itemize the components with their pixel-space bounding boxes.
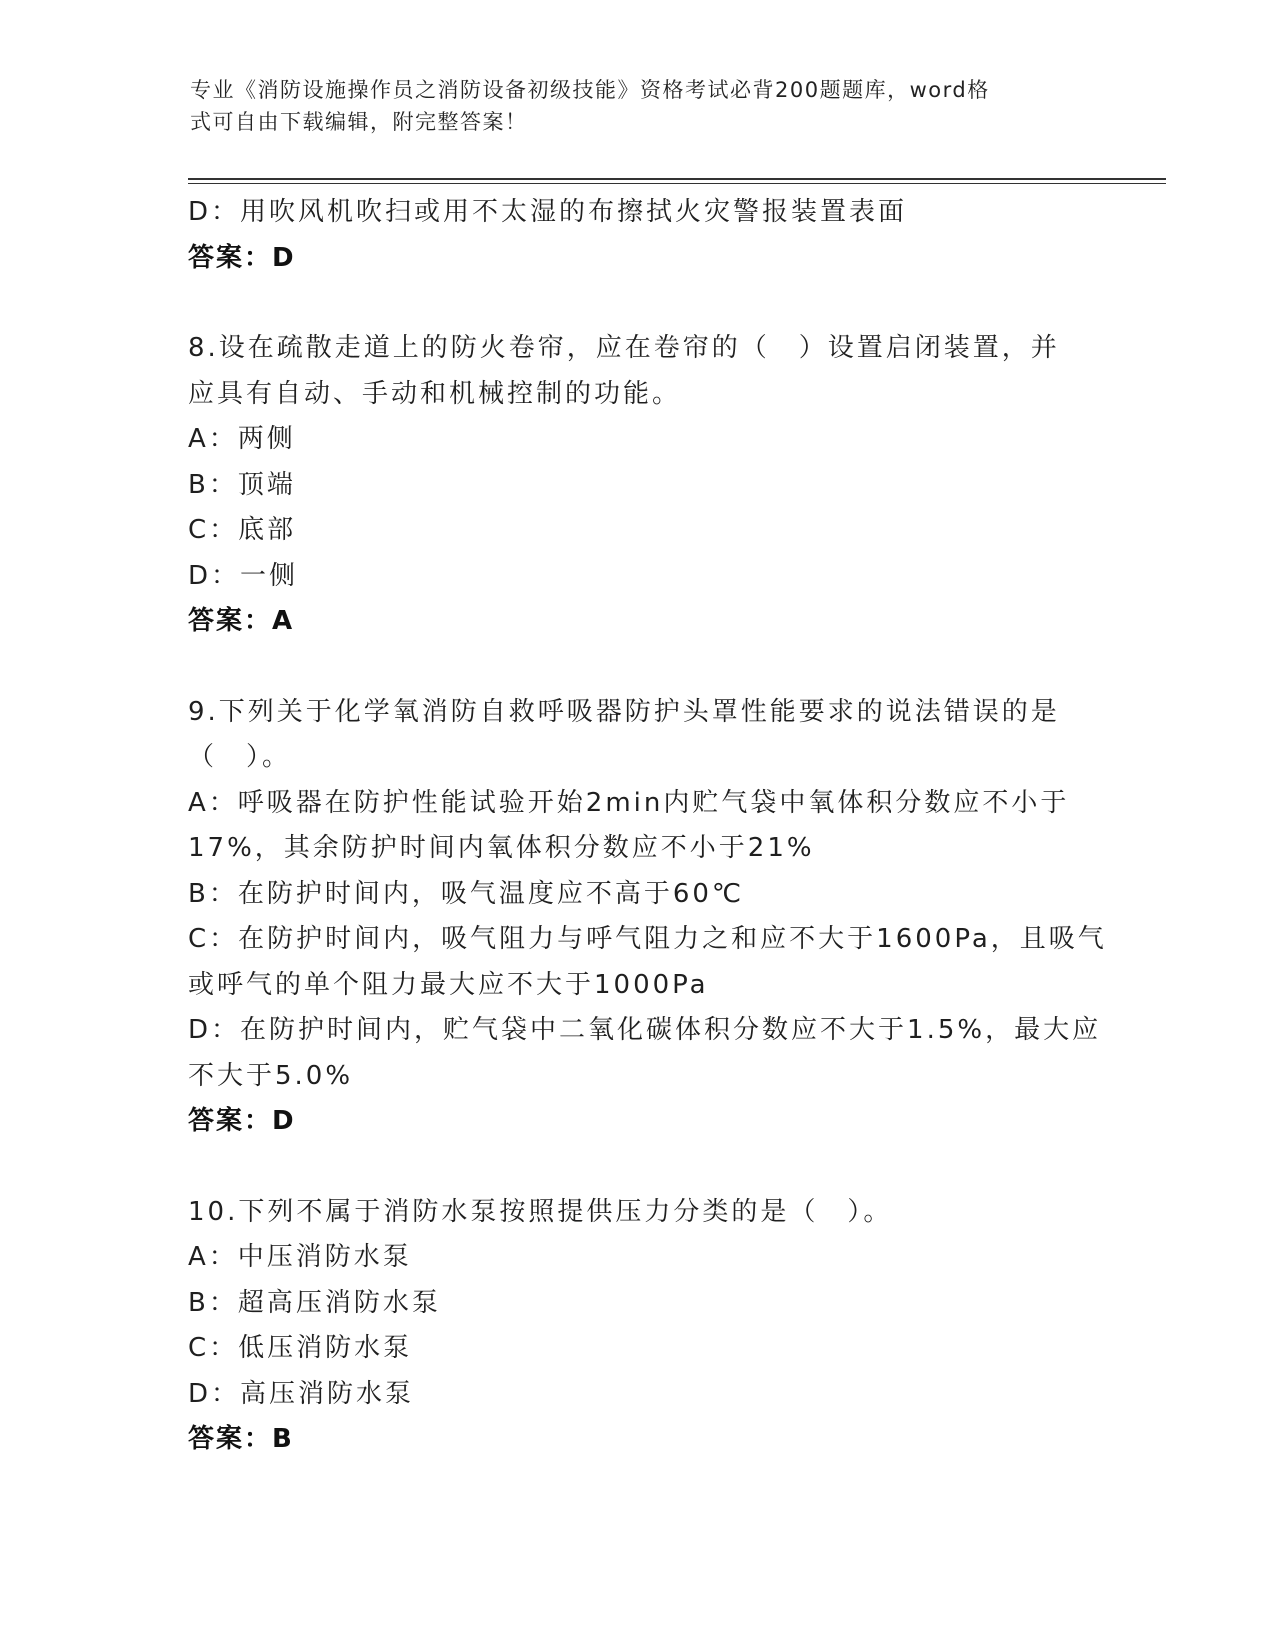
question-8: [188, 326, 1088, 645]
question-content: [188, 190, 1107, 1463]
answer-line: 答案：D: [188, 242, 296, 273]
document-header: [190, 74, 1090, 138]
question-stem: 10.下列不属于消防水泵按照提供压力分类的是（ ）。: [188, 1196, 893, 1227]
question-stem: 应具有自动、手动和机械控制的功能。: [188, 378, 682, 409]
option-b: B：在防护时间内，吸气温度应不高于60℃: [188, 878, 745, 909]
question-stem: （ ）。: [188, 742, 292, 772]
header-line-2: 式可自由下载编辑，附完整答案！: [190, 110, 528, 134]
option-c: C：低压消防水泵: [188, 1333, 413, 1363]
question-10: [188, 1190, 1088, 1463]
option-a: A：中压消防水泵: [188, 1242, 412, 1272]
option-a-continued: 17%，其余防护时间内氧体积分数应不小于21%: [188, 833, 815, 863]
option-d: D：高压消防水泵: [188, 1378, 415, 1409]
header-divider-thin: [188, 183, 1166, 184]
header-divider-thick: [188, 178, 1166, 180]
option-b: B：超高压消防水泵: [188, 1287, 441, 1318]
option-d: D：在防护时间内，贮气袋中二氧化碳体积分数应不大于1.5%，最大应: [188, 1015, 1102, 1045]
option-a: A：呼吸器在防护性能试验开始2min内贮气袋中氧体积分数应不小于: [188, 787, 1070, 818]
option-d: D：用吹风机吹扫或用不太湿的布擦拭火灾警报装置表面: [188, 197, 908, 227]
question-stem: 8.设在疏散走道上的防火卷帘，应在卷帘的（ ）设置启闭装置，并: [188, 333, 1060, 363]
answer-line: 答案：B: [188, 1424, 294, 1454]
question-stem: 9.下列关于化学氧消防自救呼吸器防护头罩性能要求的说法错误的是: [188, 696, 1060, 727]
question-9: [188, 690, 1107, 1145]
option-b: B：顶端: [188, 469, 296, 500]
answer-line: 答案：A: [188, 606, 295, 636]
option-c: C：在防护时间内，吸气阻力与呼气阻力之和应不大于1600Pa，且吸气: [188, 924, 1107, 954]
option-a: A：两侧: [188, 424, 296, 454]
option-c-continued: 或呼气的单个阻力最大应不大于1000Pa: [188, 969, 709, 1000]
header-line-1: 专业《消防设施操作员之消防设备初级技能》资格考试必背200题题库，word格: [190, 78, 990, 102]
option-d: D：一侧: [188, 560, 299, 591]
answer-line: 答案：D: [188, 1106, 296, 1136]
option-d-continued: 不大于5.0%: [188, 1060, 354, 1091]
option-c: C：底部: [188, 515, 297, 545]
previous-question-tail: [188, 190, 1088, 281]
